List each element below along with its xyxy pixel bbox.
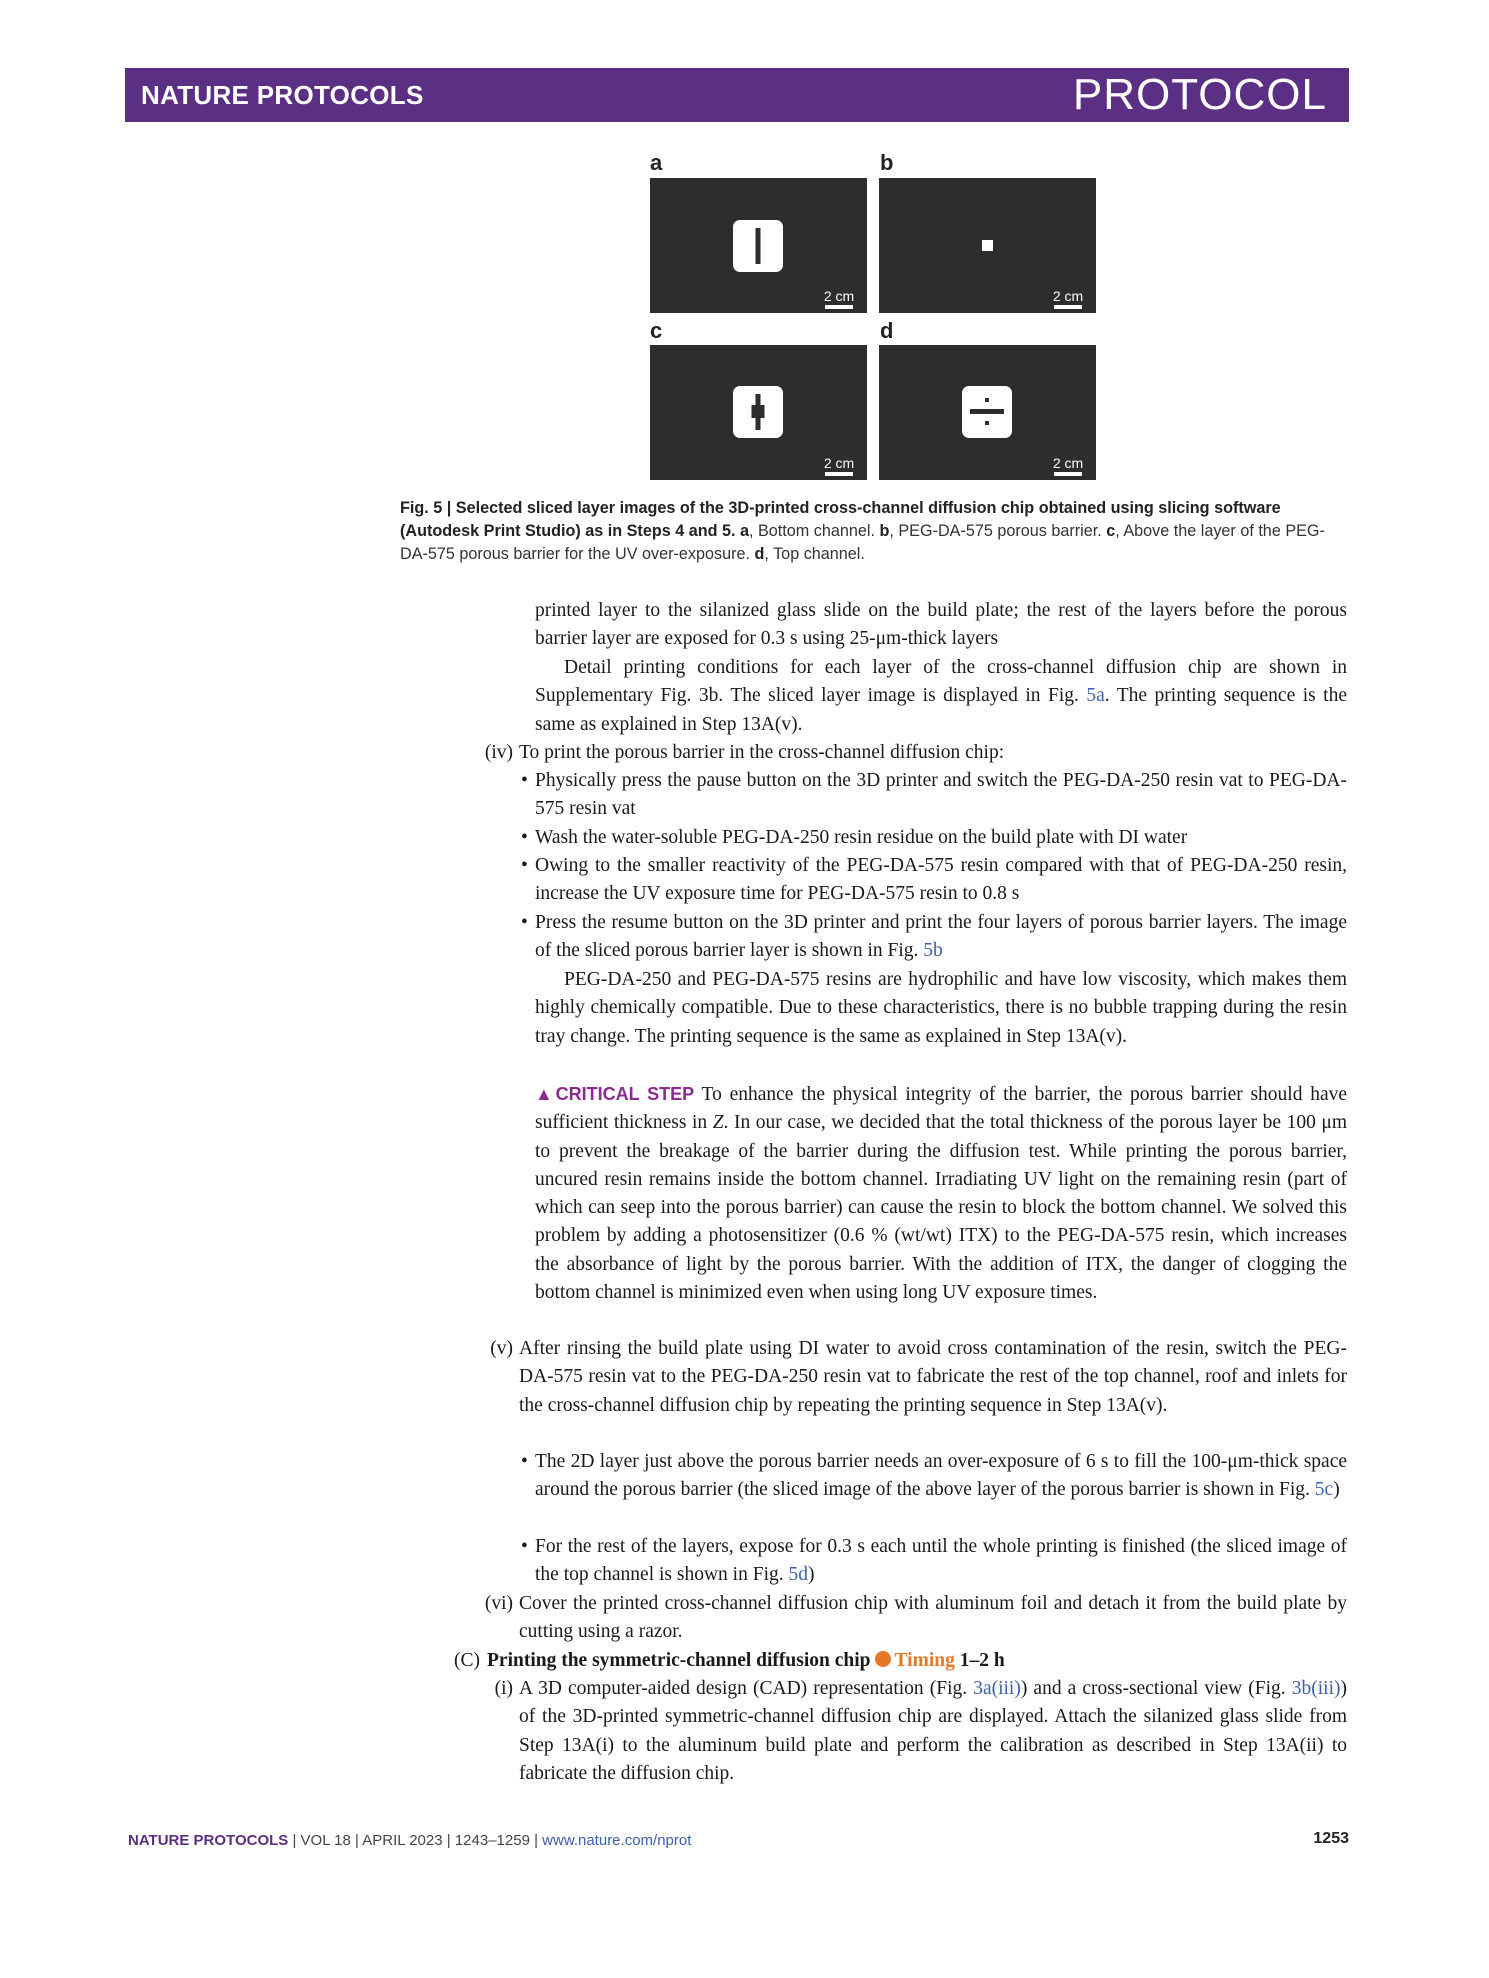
journal-header-bar [125, 68, 1349, 122]
scale-bar-c: 2 cm [819, 455, 859, 476]
caption-a-label: a [740, 522, 750, 540]
caption-c-text: , Above the layer of the PEG-DA-575 porous barrier for the UV over-exposure. [400, 522, 1325, 563]
caption-b-text: , PEG-DA-575 porous barrier. [889, 522, 1102, 540]
paragraph-detail-conditions: Detail printing conditions for each layer of the cross-channel diffusion chip are shown in Supplementary Fig. 3b. The sliced layer image is displayed in Fig. 5a. The printing sequence is the same as explained in Step 13A(v). [535, 657, 1347, 735]
step-iv-bullet-2: • Wash the water-soluble PEG-DA-250 resin residue on the build plate with DI water [535, 824, 1347, 852]
step-v-text: After rinsing the build plate using DI water to avoid cross contamination of the resin, switch the PEG-DA-575 resin vat to the PEG-DA-250 resin vat to fabricate the rest of the top channel, roof and inlets for the cross-channel diffusion chip by repeating the printing sequence in Step 13A(v). [519, 1338, 1347, 1416]
fig-5b-link[interactable]: 5b [923, 940, 943, 962]
critical-step-label: ▲CRITICAL STEP [535, 1084, 695, 1104]
caption-c-label: c [1106, 522, 1116, 540]
panel-label-c: c [650, 318, 663, 343]
fig-5c-link[interactable]: 5c [1314, 1479, 1334, 1501]
footer-journal: NATURE PROTOCOLS [128, 1832, 289, 1849]
timing-label: Timing [894, 1650, 955, 1671]
figure-caption [400, 497, 1350, 566]
paragraph-continued: printed layer to the silanized glass slide on the build plate; the rest of the layers before the porous barrier layer are exposed for 0.3 s using 25-μm-thick layers [535, 600, 1347, 650]
section-c-heading: Printing the symmetric-channel diffusion chip Timing 1–2 h [487, 1650, 1005, 1671]
step-iv-bullet-1: • Physically press the pause button on the 3D printer and switch the PEG-DA-250 resin vat to PEG-DA-575 resin vat [535, 767, 1347, 824]
footer-url[interactable]: www.nature.com/nprot [542, 1832, 692, 1849]
panel-label-a: a [650, 150, 663, 175]
page-footer: NATURE PROTOCOLS | VOL 18 | APRIL 2023 | 1243–1259 | www.nature.com/nprot [128, 1832, 692, 1849]
page-number: 1253 [1313, 1830, 1349, 1847]
step-vi-label: (vi) [484, 1593, 513, 1614]
paragraph-resin-compatibility: PEG-DA-250 and PEG-DA-575 resins are hydrophilic and have low viscosity, which makes them highly chemically compatible. Due to these characteristics, there is no bubble trapping during the resin tray change. The printing sequence is the same as explained in Step 13A(v). [535, 969, 1347, 1047]
fig-3b-iii-link[interactable]: 3b(iii) [1291, 1678, 1341, 1699]
timing-icon [875, 1651, 891, 1667]
caption-a-text: , Bottom channel. [749, 522, 875, 540]
caption-title: Fig. 5 | Selected sliced layer images of the 3D-printed cross-channel diffusion chip obtained using slicing software (Autodesk Print Studio) as in Steps 4 and 5. [400, 499, 1281, 540]
footer-volume: VOL 18 [300, 1832, 351, 1849]
critical-step-paragraph: ▲CRITICAL STEP To enhance the physical integrity of the barrier, the porous barrier should have sufficient thickness in Z. In our case, we decided that the total thickness of the porous layer be 100 μm to prevent the breakage of the barrier during the diffusion test. While printing the porous barrier, uncured resin remains inside the bottom channel. Irradiating UV light on the remaining resin (part of which can seep into the porous barrier) can cause the resin to block the bottom channel. We solved this problem by adding a photosensitizer (0.6 % (wt/wt) ITX) to the PEG-DA-575 resin, which increases the absorbance of light by the porous barrier. With the addition of ITX, the danger of clogging the bottom channel is minimized even when using long UV exposure times. [535, 1084, 1347, 1304]
step-iv-bullet-3: • Owing to the smaller reactivity of the PEG-DA-575 resin compared with that of PEG-DA-250 resin, increase the UV exposure time for PEG-DA-575 resin to 0.8 s [535, 852, 1347, 909]
fig-3a-iii-link[interactable]: 3a(iii) [973, 1678, 1021, 1699]
fig-5d-link[interactable]: 5d [788, 1564, 808, 1586]
step-ci-label: (i) [494, 1678, 513, 1699]
journal-name: NATURE PROTOCOLS [141, 80, 424, 110]
timing-value: 1–2 h [959, 1650, 1005, 1671]
step-iv-bullet-4: • Press the resume button on the 3D printer and print the four layers of porous barrier layers. The image of the sliced porous barrier layer is shown in Fig. 5b [535, 909, 1347, 966]
step-v-label: (v) [490, 1338, 513, 1359]
step-vi-text: Cover the printed cross-channel diffusion chip with aluminum foil and detach it from the build plate by cutting using a razor. [519, 1593, 1347, 1643]
scale-bar-d: 2 cm [1048, 455, 1088, 476]
section-c-label: (C) [454, 1650, 480, 1671]
panel-c-over-exposure-layer [650, 345, 867, 480]
panel-a-bottom-channel [650, 178, 867, 313]
step-iv-label: (iv) [484, 742, 513, 763]
step-ci-text: A 3D computer-aided design (CAD) representation (Fig. 3a(iii)) and a cross-sectional view (Fig. 3b(iii)) of the 3D-printed symmetric-channel diffusion chip are displayed. Attach the silanized glass slide from Step 13A(i) to the aluminum build plate and perform the calibration as described in Step 13A(ii) to fabricate the diffusion chip. [519, 1678, 1347, 1784]
caption-b-label: b [879, 522, 890, 540]
footer-pages: 1243–1259 [454, 1832, 530, 1849]
fig-5a-link[interactable]: 5a [1086, 685, 1105, 707]
article-type: PROTOCOL [1072, 70, 1327, 119]
panel-d-top-channel [879, 345, 1096, 480]
step-v-bullet-1: • The 2D layer just above the porous barrier needs an over-exposure of 6 s to fill the 100-μm-thick space around the porous barrier (the sliced image of the above layer of the porous barrier is shown in Fig. 5c) [535, 1448, 1347, 1505]
panel-label-b: b [880, 150, 894, 175]
caption-d-text: , Top channel. [764, 545, 865, 563]
scale-bar-b: 2 cm [1048, 288, 1088, 309]
step-v-bullet-2: • For the rest of the layers, expose for 0.3 s each until the whole printing is finished (the sliced image of the top channel is shown in Fig. 5d) [535, 1533, 1347, 1590]
caption-d-label: d [754, 545, 765, 563]
step-iv-text: To print the porous barrier in the cross-channel diffusion chip: [519, 742, 1005, 763]
panel-label-d: d [880, 318, 894, 343]
footer-date: APRIL 2023 [362, 1832, 443, 1849]
panel-b-porous-barrier [879, 178, 1096, 313]
scale-bar-a: 2 cm [819, 288, 859, 309]
